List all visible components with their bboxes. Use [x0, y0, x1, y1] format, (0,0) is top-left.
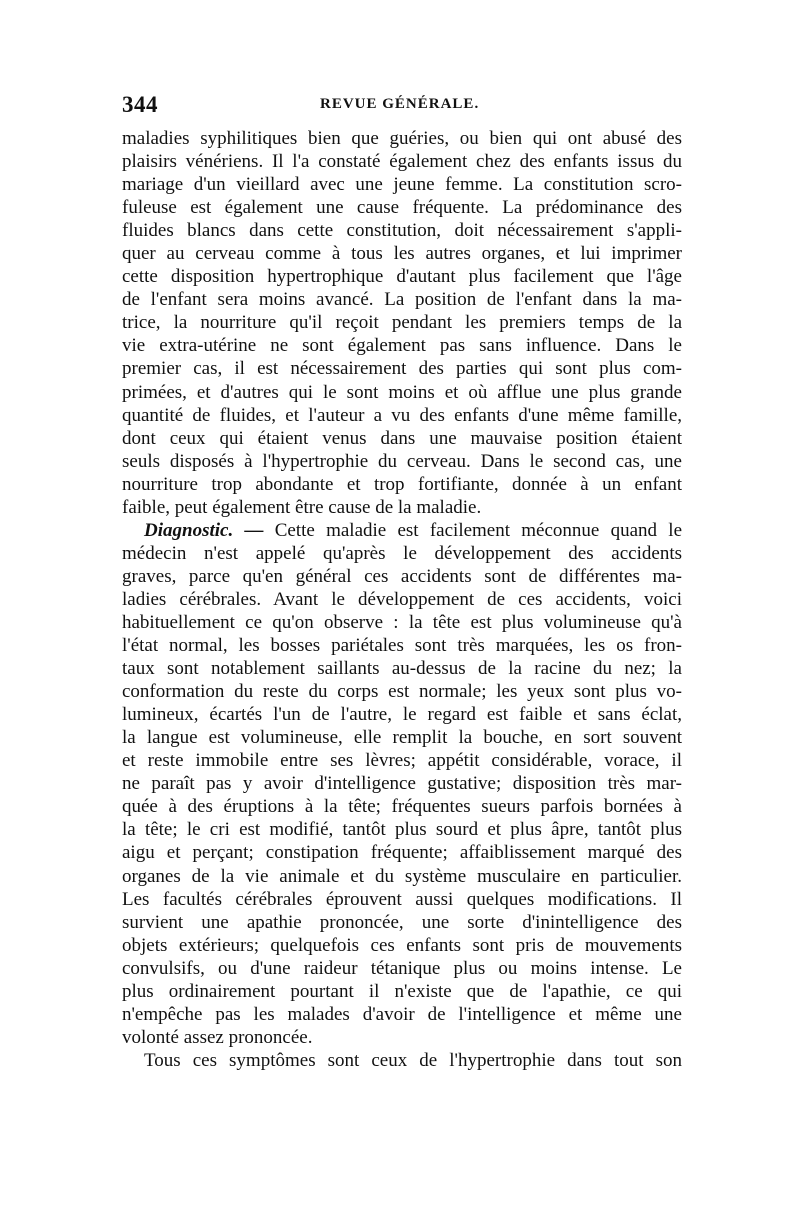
text-line: fuleuse est également une cause fréquente. La prédominance des — [122, 197, 682, 219]
text-line: ne paraît pas y avoir d'intelligence gustative; disposition très mar- — [122, 773, 682, 795]
text-line: premier cas, il est nécessairement des parties qui sont plus com- — [122, 358, 682, 380]
text-line: vie extra-utérine ne sont également pas sans influence. Dans le — [122, 335, 682, 357]
text-line: convulsifs, ou d'une raideur tétanique plus ou moins intense. Le — [122, 957, 682, 979]
paragraph-last-line: volonté assez prononcée. — [122, 1026, 313, 1048]
text-line: maladies syphilitiques bien que guéries, ou bien qui ont abusé des — [122, 128, 682, 149]
text-line: quer au cerveau comme à tous les autres organes, et lui imprimer — [122, 243, 682, 265]
text-line: seuls disposés à l'hypertrophie du cerveau. Dans le second cas, une — [122, 450, 682, 472]
text-line: lumineux, écartés l'un de l'autre, le regard est faible et sans éclat, — [122, 704, 682, 726]
text-line: Les facultés cérébrales éprouvent aussi quelques modifications. Il — [122, 888, 682, 910]
text-line: l'état normal, les bosses pariétales sont très marquées, les os fron- — [122, 635, 682, 657]
text-line: objets extérieurs; quelquefois ces enfants sont pris de mouvements — [122, 934, 682, 956]
text-line: Tous ces symptômes sont ceux de l'hypertrophie dans tout son — [144, 1049, 682, 1071]
text-line: quée à des éruptions à la tête; fréquentes sueurs parfois bornées à — [122, 796, 682, 818]
text-line: graves, parce qu'en général ces accidents sont de différentes ma- — [122, 565, 682, 587]
text-line: nourriture trop abondante et trop fortifiante, donnée à un enfant — [122, 473, 682, 495]
text-line: dont ceux qui étaient venus dans une mauvaise position étaient — [122, 427, 682, 449]
text-line: taux sont notablement saillants au-dessus de la racine du nez; la — [122, 658, 682, 680]
paragraph-last-line: faible, peut également être cause de la maladie. — [122, 496, 482, 518]
text-line: et reste immobile entre ses lèvres; appétit considérable, vorace, il — [122, 750, 682, 772]
text-line: cette disposition hypertrophique d'autant plus facilement que l'âge — [122, 266, 682, 288]
text-line: survient une apathie prononcée, une sorte d'inintelligence des — [122, 911, 682, 933]
text-line: primées, et d'autres qui le sont moins et où afflue une plus grande — [122, 381, 682, 403]
text-line: médecin n'est appelé qu'après le développement des accidents — [122, 542, 682, 564]
run-in-heading: Diagnostic. — — [144, 519, 264, 541]
text-line: n'empêche pas les malades d'avoir de l'intelligence et même une — [122, 1003, 682, 1025]
text-line: Cette maladie est facilement méconnue quand le — [274, 519, 683, 541]
text-line: de l'enfant sera moins avancé. La position de l'enfant dans la ma- — [122, 289, 682, 311]
body-text — [122, 127, 682, 1072]
text-line: la langue est volumineuse, elle remplit la bouche, en sort souvent — [122, 727, 682, 749]
page-header — [122, 92, 682, 122]
text-line: habituellement ce qu'on observe : la tête est plus volumineuse qu'à — [122, 611, 682, 633]
text-line: organes de la vie animale et du système musculaire en particulier. — [122, 865, 682, 887]
text-line: ladies cérébrales. Avant le développement de ces accidents, voici — [122, 588, 682, 610]
page-number: 344 — [122, 92, 158, 117]
running-head: REVUE GÉNÉRALE. — [320, 96, 480, 112]
diagnostic-paragraph-first-line — [122, 519, 682, 542]
text-line: la tête; le cri est modifié, tantôt plus sourd et plus âpre, tantôt plus — [122, 819, 682, 841]
text-line: fluides blancs dans cette constitution, doit nécessairement s'appli- — [122, 220, 682, 242]
text-line: trice, la nourriture qu'il reçoit pendant les premiers temps de la — [122, 312, 682, 334]
text-line: aigu et perçant; constipation fréquente; affaiblissement marqué des — [122, 842, 682, 864]
text-line: plaisirs vénériens. Il l'a constaté également chez des enfants issus du — [122, 151, 682, 173]
text-line: plus ordinairement pourtant il n'existe que de l'apathie, ce qui — [122, 980, 682, 1002]
text-line: mariage d'un vieillard avec une jeune femme. La constitution scro- — [122, 174, 682, 196]
text-line: conformation du reste du corps est normale; les yeux sont plus vo- — [122, 681, 682, 703]
text-line: quantité de fluides, et l'auteur a vu des enfants d'une même famille, — [122, 404, 682, 426]
